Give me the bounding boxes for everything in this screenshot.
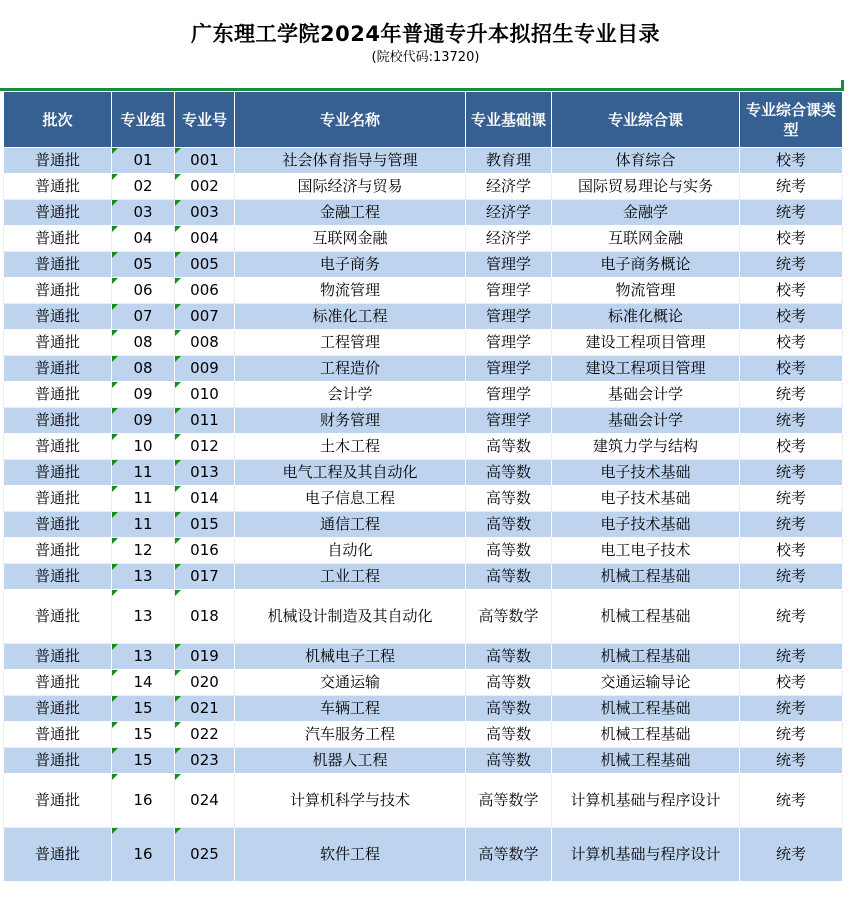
major-name-cell: 软件工程 bbox=[235, 828, 466, 882]
comprehensive-course-cell: 电子商务概论 bbox=[552, 252, 740, 278]
major-name-cell: 交通运输 bbox=[235, 670, 466, 696]
major-number-cell: 019 bbox=[175, 644, 235, 670]
table-row bbox=[4, 644, 843, 670]
group-cell: 11 bbox=[112, 460, 175, 486]
comprehensive-course-cell: 机械工程基础 bbox=[552, 564, 740, 590]
basic-course-cell: 高等数 bbox=[466, 722, 552, 748]
major-name-cell: 社会体育指导与管理 bbox=[235, 148, 466, 174]
comprehensive-course-cell: 体育综合 bbox=[552, 148, 740, 174]
comprehensive-course-cell: 机械工程基础 bbox=[552, 722, 740, 748]
major-name-cell: 物流管理 bbox=[235, 278, 466, 304]
major-name-cell: 机器人工程 bbox=[235, 748, 466, 774]
group-cell: 12 bbox=[112, 538, 175, 564]
group-cell: 08 bbox=[112, 356, 175, 382]
table-row bbox=[4, 748, 843, 774]
batch-cell: 普通批 bbox=[4, 434, 112, 460]
batch-cell: 普通批 bbox=[4, 226, 112, 252]
table-row bbox=[4, 408, 843, 434]
major-number-cell: 003 bbox=[175, 200, 235, 226]
group-cell: 10 bbox=[112, 434, 175, 460]
comprehensive-course-cell: 金融学 bbox=[552, 200, 740, 226]
batch-cell: 普通批 bbox=[4, 148, 112, 174]
major-number-cell: 012 bbox=[175, 434, 235, 460]
header-comprehensive-course: 专业综合课 bbox=[552, 92, 740, 148]
batch-cell: 普通批 bbox=[4, 828, 112, 882]
batch-cell: 普通批 bbox=[4, 748, 112, 774]
course-type-cell: 校考 bbox=[740, 278, 843, 304]
major-number-cell: 011 bbox=[175, 408, 235, 434]
batch-cell: 普通批 bbox=[4, 486, 112, 512]
group-cell: 05 bbox=[112, 252, 175, 278]
comprehensive-course-cell: 电子技术基础 bbox=[552, 460, 740, 486]
comprehensive-course-cell: 计算机基础与程序设计 bbox=[552, 774, 740, 828]
course-type-cell: 统考 bbox=[740, 696, 843, 722]
basic-course-cell: 管理学 bbox=[466, 356, 552, 382]
major-number-cell: 008 bbox=[175, 330, 235, 356]
group-cell: 13 bbox=[112, 644, 175, 670]
major-number-cell: 013 bbox=[175, 460, 235, 486]
basic-course-cell: 管理学 bbox=[466, 278, 552, 304]
basic-course-cell: 管理学 bbox=[466, 304, 552, 330]
course-type-cell: 统考 bbox=[740, 590, 843, 644]
basic-course-cell: 经济学 bbox=[466, 200, 552, 226]
page-title: 广东理工学院2024年普通专升本拟招生专业目录 bbox=[191, 22, 660, 46]
basic-course-cell: 高等数 bbox=[466, 434, 552, 460]
group-cell: 09 bbox=[112, 382, 175, 408]
course-type-cell: 统考 bbox=[740, 486, 843, 512]
major-number-cell: 022 bbox=[175, 722, 235, 748]
header-group: 专业组 bbox=[112, 92, 175, 148]
table-row bbox=[4, 538, 843, 564]
major-number-cell: 025 bbox=[175, 828, 235, 882]
major-number-cell: 016 bbox=[175, 538, 235, 564]
basic-course-cell: 管理学 bbox=[466, 382, 552, 408]
major-number-cell: 007 bbox=[175, 304, 235, 330]
batch-cell: 普通批 bbox=[4, 174, 112, 200]
table-row bbox=[4, 722, 843, 748]
basic-course-cell: 管理学 bbox=[466, 408, 552, 434]
basic-course-cell: 高等数 bbox=[466, 644, 552, 670]
group-cell: 09 bbox=[112, 408, 175, 434]
major-name-cell: 电子商务 bbox=[235, 252, 466, 278]
comprehensive-course-cell: 基础会计学 bbox=[552, 382, 740, 408]
major-number-cell: 010 bbox=[175, 382, 235, 408]
major-name-cell: 金融工程 bbox=[235, 200, 466, 226]
batch-cell: 普通批 bbox=[4, 538, 112, 564]
group-cell: 15 bbox=[112, 722, 175, 748]
major-name-cell: 会计学 bbox=[235, 382, 466, 408]
basic-course-cell: 高等数 bbox=[466, 670, 552, 696]
major-number-cell: 020 bbox=[175, 670, 235, 696]
batch-cell: 普通批 bbox=[4, 408, 112, 434]
major-number-cell: 002 bbox=[175, 174, 235, 200]
batch-cell: 普通批 bbox=[4, 670, 112, 696]
group-cell: 16 bbox=[112, 828, 175, 882]
group-cell: 13 bbox=[112, 564, 175, 590]
table-row bbox=[4, 382, 843, 408]
group-cell: 07 bbox=[112, 304, 175, 330]
table-row bbox=[4, 434, 843, 460]
major-name-cell: 土木工程 bbox=[235, 434, 466, 460]
basic-course-cell: 高等数学 bbox=[466, 590, 552, 644]
table-row bbox=[4, 200, 843, 226]
batch-cell: 普通批 bbox=[4, 252, 112, 278]
major-name-cell: 工业工程 bbox=[235, 564, 466, 590]
comprehensive-course-cell: 标准化概论 bbox=[552, 304, 740, 330]
table-row bbox=[4, 590, 843, 644]
header-batch: 批次 bbox=[4, 92, 112, 148]
major-name-cell: 互联网金融 bbox=[235, 226, 466, 252]
major-name-cell: 工程管理 bbox=[235, 330, 466, 356]
school-code: (院校代码:13720) bbox=[371, 50, 480, 65]
basic-course-cell: 经济学 bbox=[466, 174, 552, 200]
table-row bbox=[4, 252, 843, 278]
batch-cell: 普通批 bbox=[4, 330, 112, 356]
major-name-cell: 机械电子工程 bbox=[235, 644, 466, 670]
basic-course-cell: 经济学 bbox=[466, 226, 552, 252]
course-type-cell: 统考 bbox=[740, 564, 843, 590]
table-row bbox=[4, 304, 843, 330]
major-number-cell: 024 bbox=[175, 774, 235, 828]
basic-course-cell: 高等数 bbox=[466, 486, 552, 512]
batch-cell: 普通批 bbox=[4, 564, 112, 590]
batch-cell: 普通批 bbox=[4, 278, 112, 304]
group-cell: 02 bbox=[112, 174, 175, 200]
basic-course-cell: 高等数 bbox=[466, 564, 552, 590]
group-cell: 06 bbox=[112, 278, 175, 304]
comprehensive-course-cell: 机械工程基础 bbox=[552, 748, 740, 774]
group-cell: 04 bbox=[112, 226, 175, 252]
major-number-cell: 006 bbox=[175, 278, 235, 304]
course-type-cell: 校考 bbox=[740, 304, 843, 330]
comprehensive-course-cell: 建设工程项目管理 bbox=[552, 330, 740, 356]
header-basic-course: 专业基础课 bbox=[466, 92, 552, 148]
course-type-cell: 统考 bbox=[740, 748, 843, 774]
major-number-cell: 005 bbox=[175, 252, 235, 278]
major-number-cell: 021 bbox=[175, 696, 235, 722]
group-cell: 15 bbox=[112, 748, 175, 774]
header-course-type: 专业综合课类型 bbox=[740, 92, 843, 148]
group-cell: 03 bbox=[112, 200, 175, 226]
course-type-cell: 统考 bbox=[740, 512, 843, 538]
comprehensive-course-cell: 电工电子技术 bbox=[552, 538, 740, 564]
comprehensive-course-cell: 机械工程基础 bbox=[552, 644, 740, 670]
basic-course-cell: 高等数 bbox=[466, 696, 552, 722]
course-type-cell: 统考 bbox=[740, 644, 843, 670]
major-name-cell: 机械设计制造及其自动化 bbox=[235, 590, 466, 644]
course-type-cell: 校考 bbox=[740, 670, 843, 696]
group-cell: 11 bbox=[112, 512, 175, 538]
course-type-cell: 校考 bbox=[740, 148, 843, 174]
table-row bbox=[4, 486, 843, 512]
group-cell: 14 bbox=[112, 670, 175, 696]
major-name-cell: 计算机科学与技术 bbox=[235, 774, 466, 828]
major-name-cell: 工程造价 bbox=[235, 356, 466, 382]
basic-course-cell: 管理学 bbox=[466, 252, 552, 278]
course-type-cell: 统考 bbox=[740, 174, 843, 200]
major-number-cell: 023 bbox=[175, 748, 235, 774]
comprehensive-course-cell: 建筑力学与结构 bbox=[552, 434, 740, 460]
comprehensive-course-cell: 国际贸易理论与实务 bbox=[552, 174, 740, 200]
table-row bbox=[4, 174, 843, 200]
group-cell: 13 bbox=[112, 590, 175, 644]
major-number-cell: 009 bbox=[175, 356, 235, 382]
major-number-cell: 004 bbox=[175, 226, 235, 252]
course-type-cell: 统考 bbox=[740, 828, 843, 882]
major-catalog-table bbox=[3, 91, 843, 882]
major-number-cell: 014 bbox=[175, 486, 235, 512]
course-type-cell: 校考 bbox=[740, 330, 843, 356]
major-name-cell: 通信工程 bbox=[235, 512, 466, 538]
comprehensive-course-cell: 建设工程项目管理 bbox=[552, 356, 740, 382]
batch-cell: 普通批 bbox=[4, 200, 112, 226]
course-type-cell: 统考 bbox=[740, 408, 843, 434]
table-row bbox=[4, 148, 843, 174]
group-cell: 01 bbox=[112, 148, 175, 174]
table-row bbox=[4, 278, 843, 304]
basic-course-cell: 高等数 bbox=[466, 460, 552, 486]
comprehensive-course-cell: 计算机基础与程序设计 bbox=[552, 828, 740, 882]
comprehensive-course-cell: 交通运输导论 bbox=[552, 670, 740, 696]
table-row bbox=[4, 512, 843, 538]
course-type-cell: 校考 bbox=[740, 434, 843, 460]
batch-cell: 普通批 bbox=[4, 774, 112, 828]
table-row bbox=[4, 774, 843, 828]
basic-course-cell: 管理学 bbox=[466, 330, 552, 356]
course-type-cell: 统考 bbox=[740, 722, 843, 748]
course-type-cell: 统考 bbox=[740, 200, 843, 226]
major-name-cell: 标准化工程 bbox=[235, 304, 466, 330]
major-name-cell: 车辆工程 bbox=[235, 696, 466, 722]
basic-course-cell: 高等数 bbox=[466, 512, 552, 538]
group-cell: 16 bbox=[112, 774, 175, 828]
course-type-cell: 校考 bbox=[740, 226, 843, 252]
header-major-name: 专业名称 bbox=[235, 92, 466, 148]
course-type-cell: 校考 bbox=[740, 538, 843, 564]
group-cell: 11 bbox=[112, 486, 175, 512]
group-cell: 15 bbox=[112, 696, 175, 722]
batch-cell: 普通批 bbox=[4, 382, 112, 408]
header-row bbox=[4, 92, 843, 148]
course-type-cell: 校考 bbox=[740, 356, 843, 382]
table-row bbox=[4, 564, 843, 590]
basic-course-cell: 高等数 bbox=[466, 538, 552, 564]
corner-mark bbox=[841, 80, 844, 91]
batch-cell: 普通批 bbox=[4, 590, 112, 644]
comprehensive-course-cell: 基础会计学 bbox=[552, 408, 740, 434]
major-name-cell: 自动化 bbox=[235, 538, 466, 564]
table-row bbox=[4, 226, 843, 252]
table-row bbox=[4, 330, 843, 356]
major-name-cell: 汽车服务工程 bbox=[235, 722, 466, 748]
comprehensive-course-cell: 电子技术基础 bbox=[552, 512, 740, 538]
comprehensive-course-cell: 物流管理 bbox=[552, 278, 740, 304]
major-number-cell: 001 bbox=[175, 148, 235, 174]
batch-cell: 普通批 bbox=[4, 644, 112, 670]
basic-course-cell: 高等数学 bbox=[466, 774, 552, 828]
comprehensive-course-cell: 机械工程基础 bbox=[552, 696, 740, 722]
batch-cell: 普通批 bbox=[4, 696, 112, 722]
course-type-cell: 统考 bbox=[740, 460, 843, 486]
comprehensive-course-cell: 电子技术基础 bbox=[552, 486, 740, 512]
basic-course-cell: 高等数学 bbox=[466, 828, 552, 882]
major-number-cell: 018 bbox=[175, 590, 235, 644]
group-cell: 08 bbox=[112, 330, 175, 356]
course-type-cell: 统考 bbox=[740, 252, 843, 278]
basic-course-cell: 教育理 bbox=[466, 148, 552, 174]
course-type-cell: 统考 bbox=[740, 774, 843, 828]
course-type-cell: 统考 bbox=[740, 382, 843, 408]
table-row bbox=[4, 670, 843, 696]
comprehensive-course-cell: 互联网金融 bbox=[552, 226, 740, 252]
major-name-cell: 财务管理 bbox=[235, 408, 466, 434]
major-number-cell: 017 bbox=[175, 564, 235, 590]
major-number-cell: 015 bbox=[175, 512, 235, 538]
table-row bbox=[4, 460, 843, 486]
table-row bbox=[4, 828, 843, 882]
batch-cell: 普通批 bbox=[4, 722, 112, 748]
batch-cell: 普通批 bbox=[4, 304, 112, 330]
header-major-number: 专业号 bbox=[175, 92, 235, 148]
major-name-cell: 电子信息工程 bbox=[235, 486, 466, 512]
table-row bbox=[4, 696, 843, 722]
major-name-cell: 国际经济与贸易 bbox=[235, 174, 466, 200]
batch-cell: 普通批 bbox=[4, 356, 112, 382]
batch-cell: 普通批 bbox=[4, 460, 112, 486]
table-row bbox=[4, 356, 843, 382]
comprehensive-course-cell: 机械工程基础 bbox=[552, 590, 740, 644]
batch-cell: 普通批 bbox=[4, 512, 112, 538]
major-name-cell: 电气工程及其自动化 bbox=[235, 460, 466, 486]
basic-course-cell: 高等数 bbox=[466, 748, 552, 774]
